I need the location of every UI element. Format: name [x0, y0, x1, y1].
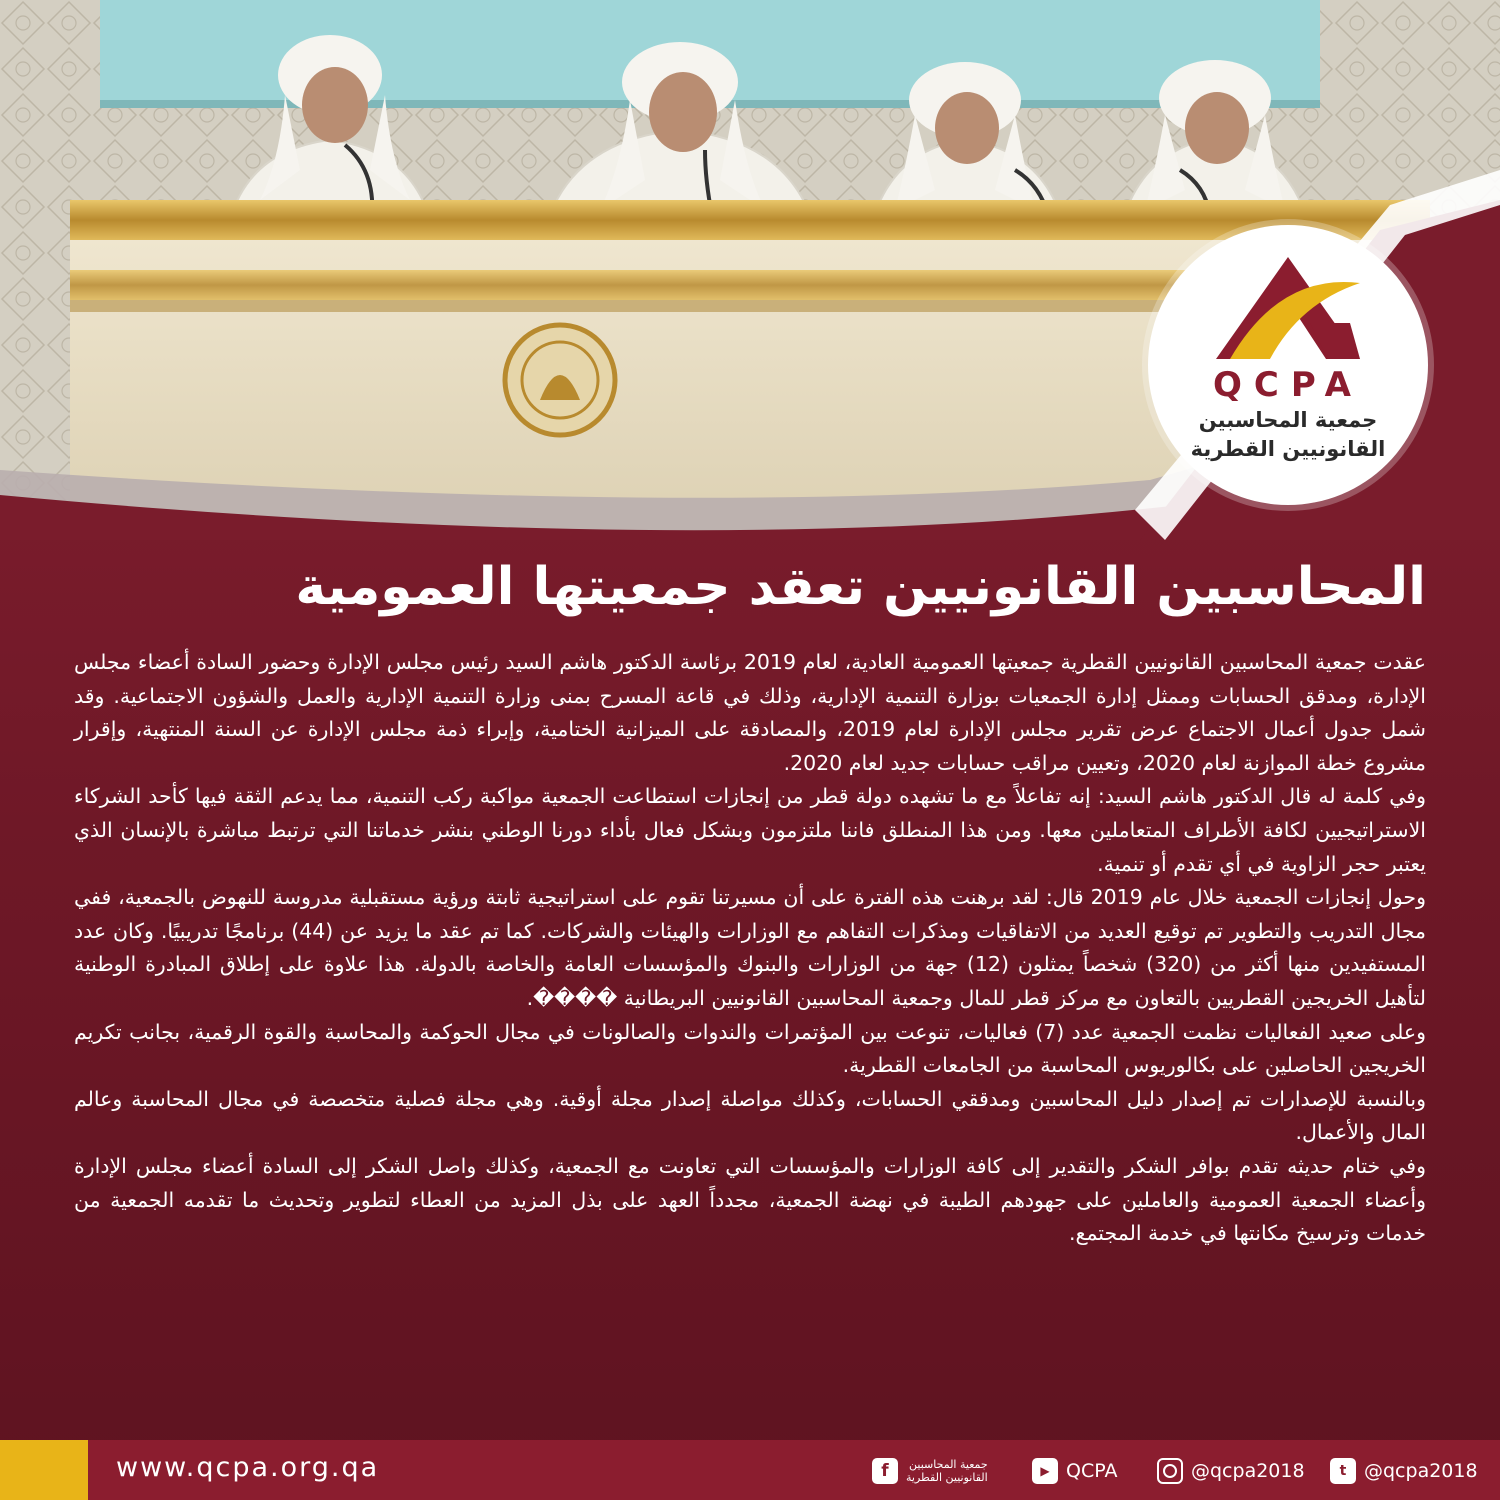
facebook-link[interactable]	[872, 1456, 988, 1486]
youtube-link[interactable]	[1032, 1456, 1117, 1486]
youtube-handle: QCPA	[1066, 1460, 1118, 1482]
website-link[interactable]: www.qcpa.org.qa	[116, 1452, 380, 1483]
youtube-icon: ▶	[1032, 1458, 1058, 1484]
article-paragraph: وفي ختام حديثه تقدم بوافر الشكر والتقدير إلى كافة الوزارات والمؤسسات التي تعاونت مع الجمعية، وكذلك واصل الشكر إلى السادة أعضاء مجلس الإدارة وأعضاء الجمعية العمومية والعاملين على جهودهم الطيبة في نهضة الجمعية، مجدداً العهد على بذل المزيد من العطاء لتطوير وتحديث ما تقدمه الجمعية من خدمات وترسيخ مكانتها في خدمة المجتمع.	[74, 1153, 1426, 1246]
facebook-name-line2: القانونيين القطرية	[906, 1471, 988, 1484]
instagram-icon	[1157, 1458, 1183, 1484]
article-paragraph: عقدت جمعية المحاسبين القانونيين القطرية جمعيتها العمومية العادية، لعام 2019 برئاسة الدكتور هاشم السيد رئيس مجلس الإدارة وحضور السادة أعضاء مجلس الإدارة، ومدقق الحسابات وممثل إدارة الجمعيات بوزارة التنمية الإدارية، وذلك في قاعة المسرح بمنى وزارة التنمية الإدارية والعمل والشؤون الاجتماعية. وقد شمل جدول أعمال الاجتماع عرض تقرير مجلس الإدارة لعام 2019، والمصادقة على الميزانية الختامية، وإبراء ذمة مجلس الإدارة عن السنة المنتهية، وإقرار مشروع خطة الموازنة لعام 2020، وتعيين مراقب حسابات جديد لعام 2020.	[74, 650, 1426, 775]
logo-arabic-line2: القانونيين القطرية	[1190, 437, 1386, 461]
article-paragraph: وبالنسبة للإصدارات تم إصدار دليل المحاسبين ومدققي الحسابات، وكذلك مواصلة إصدار مجلة أوقية. وهي مجلة فصلية متخصصة في مجال المحاسبة وعالم المال والأعمال.	[74, 1086, 1426, 1145]
footer-bar	[0, 1440, 1500, 1500]
instagram-link[interactable]	[1157, 1456, 1305, 1486]
facebook-icon: f	[872, 1458, 898, 1484]
article-paragraph: وعلى صعيد الفعاليات نظمت الجمعية عدد (7) فعاليات، تنوعت بين المؤتمرات والندوات والصالونات في مجال الحوكمة والمحاسبة والقوة الرقمية، بجانب تكريم الخريجين الحاصلين على بكالوريوس المحاسبة من الجامعات القطرية.	[74, 1019, 1426, 1078]
page-title: المحاسبين القانونيين تعقد جمعيتها العمومية	[295, 557, 1426, 617]
twitter-link[interactable]	[1330, 1456, 1478, 1486]
facebook-name	[906, 1458, 988, 1484]
article-paragraph: وحول إنجازات الجمعية خلال عام 2019 قال: لقد برهنت هذه الفترة على أن مسيرتنا تقوم على استراتيجية ثابتة ورؤية مستقبلية مدروسة للنهوض بالجمعية، ففي مجال التدريب والتطوير تم توقيع العديد من الاتفاقيات ومذكرات التفاهم مع الوزارات والهيئات والشركات. كما تم عقد ما يزيد عن (44) برنامجًا تدريبيًا. وكان عدد المستفيدين منها أكثر من (320) شخصاً يمثلون (12) جهة من الوزارات والبنوك والمؤسسات العامة والخاصة بالدولة. هذا علاوة على إطلاق المبادرة الوطنية لتأهيل الخريجين القطريين بالتعاون مع مركز قطر للمال وجمعية المحاسبين القانونيين البريطانية ����.	[74, 885, 1427, 1010]
twitter-handle: @qcpa2018	[1364, 1460, 1478, 1482]
instagram-handle: @qcpa2018	[1191, 1460, 1305, 1482]
qcpa-logo-badge	[1148, 225, 1428, 505]
footer-gold-block	[0, 1440, 88, 1500]
logo-arabic-line1: جمعية المحاسبين	[1198, 408, 1378, 432]
logo-brand-text: QCPA	[1213, 365, 1363, 405]
qcpa-logo-mark-icon	[1210, 253, 1366, 363]
twitter-icon: t	[1330, 1458, 1356, 1484]
article-paragraph: وفي كلمة له قال الدكتور هاشم السيد: إنه تفاعلاً مع ما تشهده دولة قطر من إنجازات استطاعت الجمعية مواكبة ركب التنمية، مما يدعم الثقة فيها كأحد الشركاء الاستراتيجيين لكافة الأطراف المتعاملين معها. ومن هذا المنطلق فاننا ملتزمون وبشكل فعال بأداء دورنا الوطني بنشر خدماتنا التي ترتبط مباشرة بالإنسان الذي يعتبر حجر الزاوية في أي تقدم أو تنمية.	[74, 784, 1426, 876]
article-body	[74, 646, 1426, 1251]
facebook-name-line1: جمعية المحاسبين	[909, 1458, 988, 1471]
